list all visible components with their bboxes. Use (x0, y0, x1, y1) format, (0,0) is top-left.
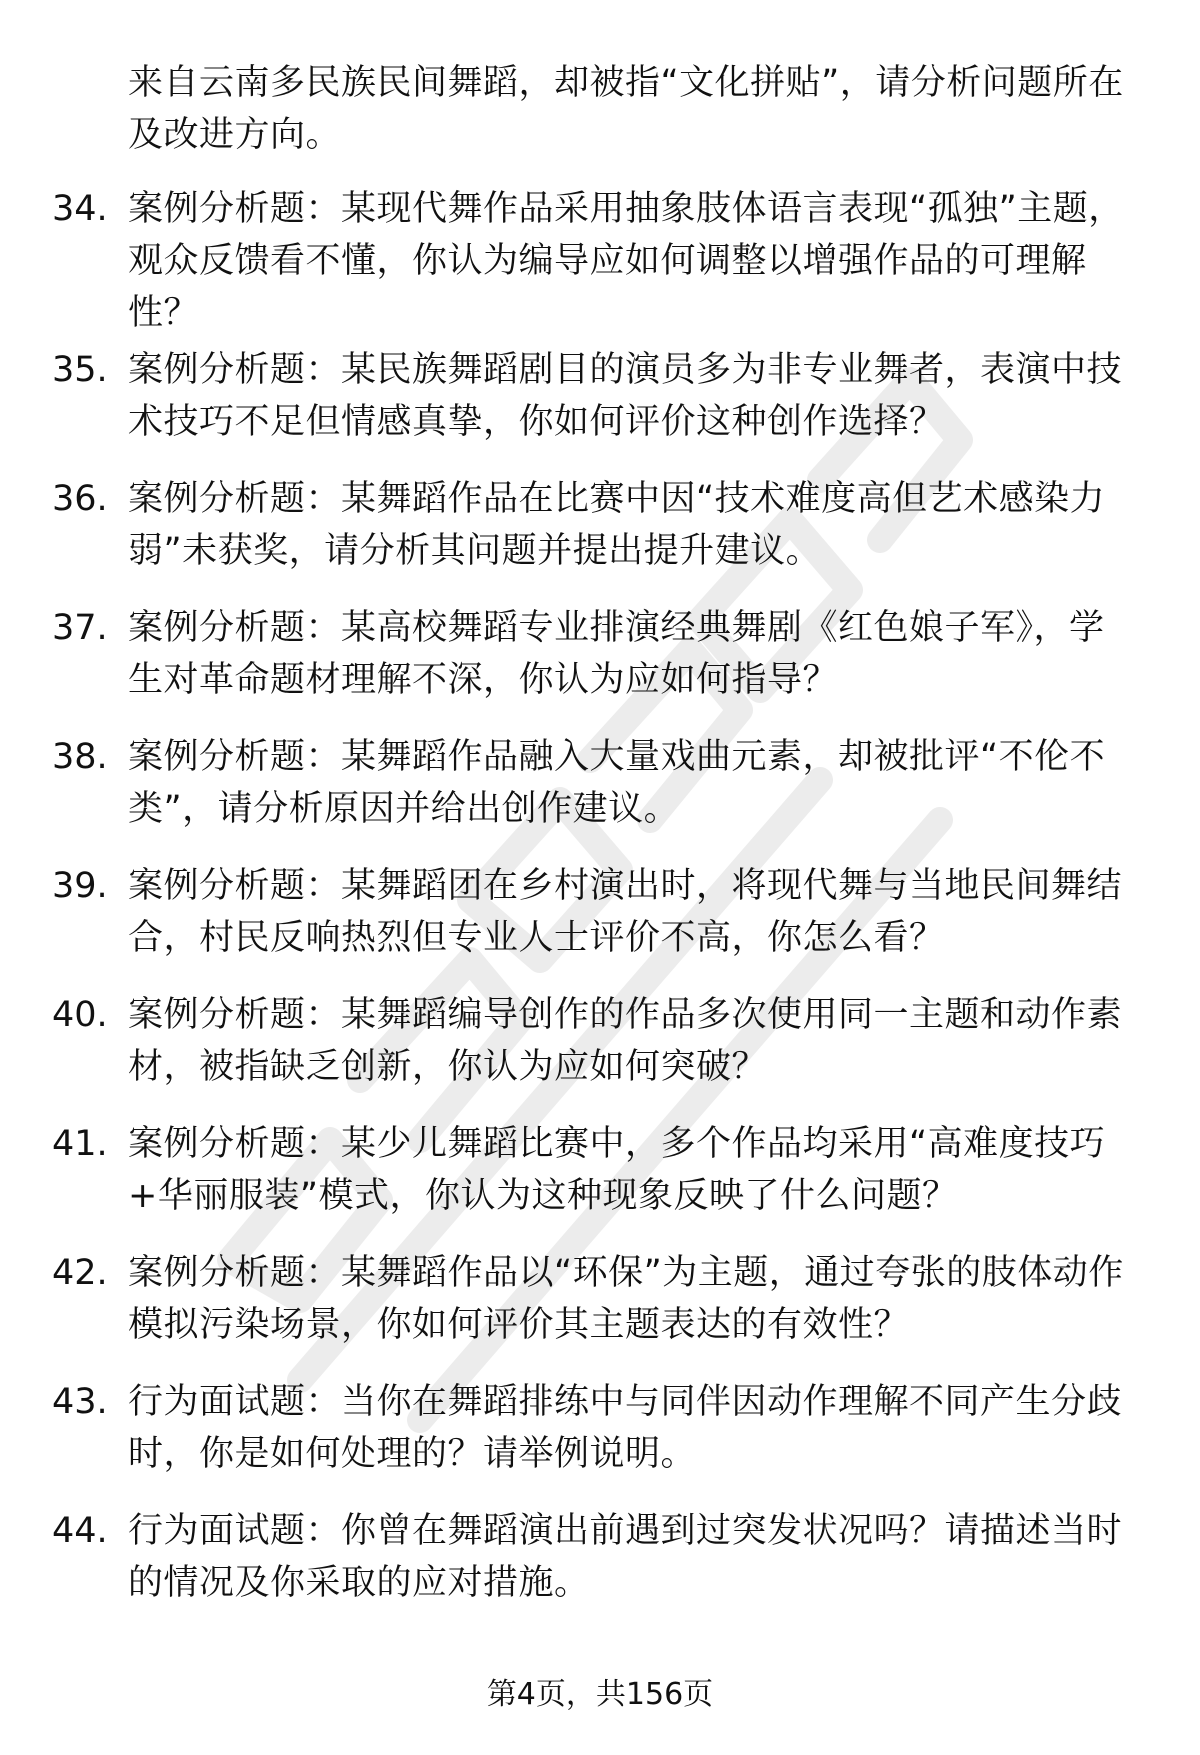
question-text: 案例分析题：某民族舞蹈剧目的演员多为非专业舞者，表演中技术技巧不足但情感真挚，你如何评价这种创作选择？ (128, 350, 1123, 442)
question-number: 35. (52, 350, 108, 390)
question-item (0, 1247, 1200, 1376)
question-item (0, 1118, 1200, 1247)
question-text: 行为面试题：当你在舞蹈排练中与同伴因动作理解不同产生分歧时，你是如何处理的？请举例说明。 (128, 1382, 1123, 1474)
question-number: 34. (52, 189, 108, 229)
question-item (0, 602, 1200, 731)
question-number: 43. (52, 1382, 108, 1422)
question-item (0, 344, 1200, 473)
question-number: 42. (52, 1253, 108, 1293)
question-item (0, 183, 1200, 344)
question-text: 案例分析题：某现代舞作品采用抽象肢体语言表现“孤独”主题，观众反馈看不懂，你认为编导应如何调整以增强作品的可理解性？ (128, 189, 1124, 333)
question-number: 44. (52, 1511, 108, 1551)
question-text: 案例分析题：某舞蹈作品融入大量戏曲元素，却被批评“不伦不类”，请分析原因并给出创作建议。 (128, 737, 1106, 829)
page-footer: 第4页，共156页 (486, 1677, 714, 1712)
question-number: 36. (52, 479, 108, 519)
question-number: 37. (52, 608, 108, 648)
question-text: 案例分析题：某舞蹈作品在比赛中因“技术难度高但艺术感染力弱”未获奖，请分析其问题并提出提升建议。 (128, 479, 1106, 571)
question-item (0, 1505, 1200, 1634)
question-text: 行为面试题：你曾在舞蹈演出前遇到过突发状况吗？请描述当时的情况及你采取的应对措施。 (128, 1511, 1123, 1603)
question-number: 38. (52, 737, 108, 777)
question-text: 案例分析题：某舞蹈编导创作的作品多次使用同一主题和动作素材，被指缺乏创新，你认为应如何突破？ (128, 995, 1123, 1087)
question-text: 案例分析题：某少儿舞蹈比赛中，多个作品均采用“高难度技巧+华丽服装”模式，你认为这种现象反映了什么问题？ (128, 1124, 1106, 1216)
question-list (0, 183, 1200, 1634)
question-number: 39. (52, 866, 108, 906)
question-text: 案例分析题：某舞蹈作品以“环保”为主题，通过夸张的肢体动作模拟污染场景，你如何评价其主题表达的有效性？ (128, 1253, 1124, 1345)
question-item (0, 473, 1200, 602)
question-item (0, 860, 1200, 989)
question-text: 案例分析题：某高校舞蹈专业排演经典舞剧《红色娘子军》，学生对革命题材理解不深，你认为应如何指导？ (128, 608, 1105, 700)
question-text: 案例分析题：某舞蹈团在乡村演出时，将现代舞与当地民间舞结合，村民反响热烈但专业人士评价不高，你怎么看？ (128, 866, 1123, 958)
question-number: 41. (52, 1124, 108, 1164)
continuation-paragraph: 来自云南多民族民间舞蹈，却被指“文化拼贴”，请分析问题所在及改进方向。 (128, 63, 1124, 155)
question-item (0, 989, 1200, 1118)
question-item (0, 1376, 1200, 1505)
question-number: 40. (52, 995, 108, 1035)
question-item (0, 731, 1200, 860)
